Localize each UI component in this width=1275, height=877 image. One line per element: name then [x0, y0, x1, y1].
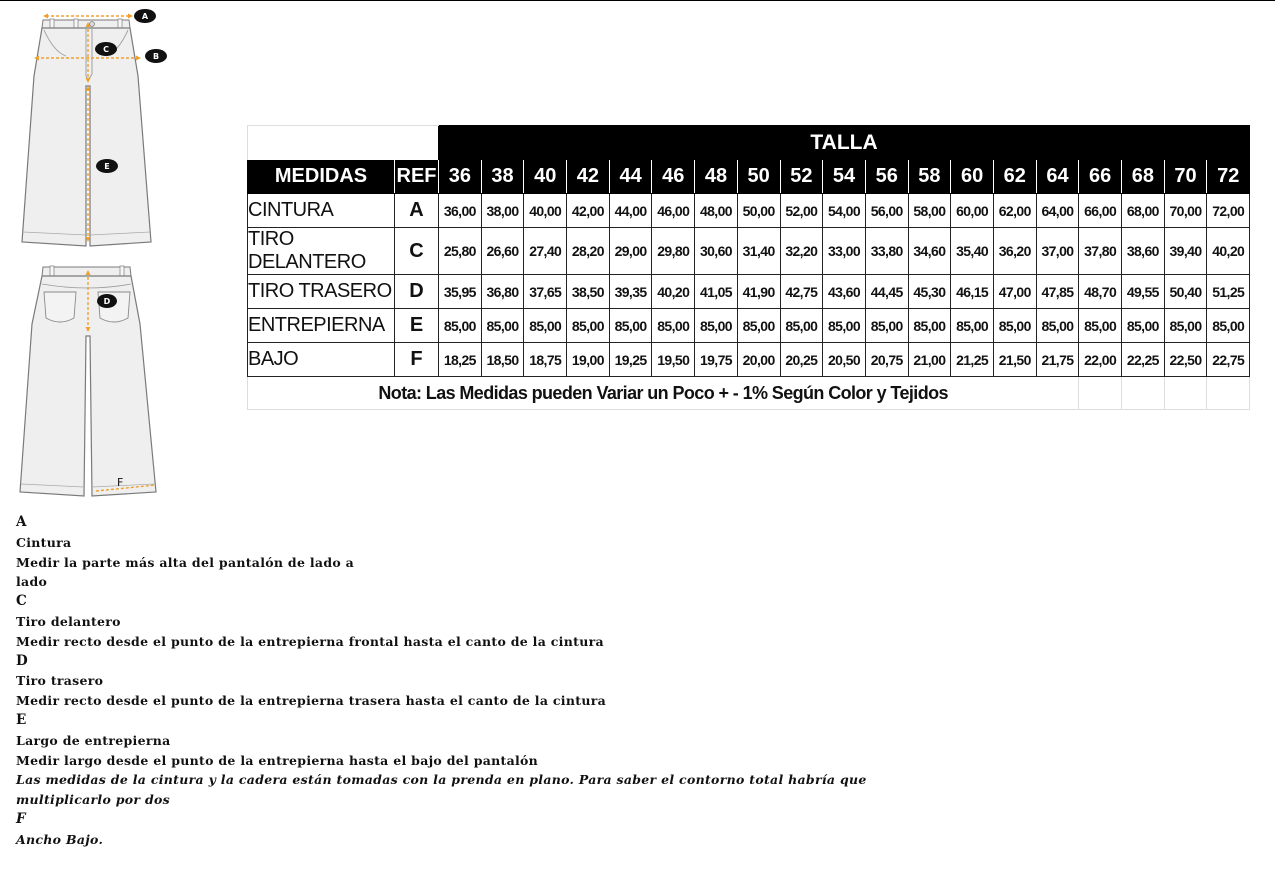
measure-value: 32,20	[780, 228, 823, 275]
measure-value: 21,25	[951, 343, 994, 377]
measure-value: 85,00	[481, 309, 524, 343]
measure-value: 21,75	[1036, 343, 1079, 377]
measure-ref: C	[395, 228, 439, 275]
instr-e-title: Largo de entrepierna	[16, 732, 171, 748]
measure-value: 68,00	[1122, 194, 1165, 228]
measure-value: 38,00	[481, 194, 524, 228]
table-row	[248, 228, 1250, 275]
table-body	[248, 194, 1250, 410]
measure-value: 34,60	[908, 228, 951, 275]
marker-e-label: E	[104, 162, 110, 171]
size-header-50: 50	[737, 160, 780, 194]
size-header-44: 44	[609, 160, 652, 194]
note-empty-cell	[1079, 377, 1122, 410]
marker-c-label: C	[103, 45, 109, 54]
measure-value: 58,00	[908, 194, 951, 228]
measure-value: 40,20	[652, 275, 695, 309]
instr-a-text-1: Medir la parte más alta del pantalón de lado a	[16, 554, 355, 570]
table-row	[248, 309, 1250, 343]
measure-value: 44,45	[865, 275, 908, 309]
top-rule	[0, 0, 1275, 1]
measure-value: 37,65	[524, 275, 567, 309]
measure-value: 19,50	[652, 343, 695, 377]
measure-value: 54,00	[823, 194, 866, 228]
table-row	[248, 275, 1250, 309]
size-header-42: 42	[567, 160, 610, 194]
measure-value: 52,00	[780, 194, 823, 228]
measure-value: 44,00	[609, 194, 652, 228]
size-header-48: 48	[695, 160, 738, 194]
size-table	[247, 125, 1250, 410]
size-header-36: 36	[439, 160, 482, 194]
measure-value: 85,00	[1122, 309, 1165, 343]
measure-value: 85,00	[737, 309, 780, 343]
instr-d-text: Medir recto desde el punto de la entrepierna trasera hasta el canto de la cintura	[16, 693, 606, 709]
instr-c-letter: C	[16, 593, 28, 610]
ref-header: REF	[395, 160, 439, 194]
measure-value: 85,00	[1079, 309, 1122, 343]
measure-value: 40,00	[524, 194, 567, 228]
size-header-54: 54	[823, 160, 866, 194]
measure-value: 22,00	[1079, 343, 1122, 377]
instr-f-title: Ancho Bajo.	[16, 831, 104, 847]
instr-c-text: Medir recto desde el punto de la entrepierna frontal hasta el canto de la cintura	[16, 633, 604, 649]
measure-name: ENTREPIERNA	[248, 309, 395, 343]
measure-value: 85,00	[439, 309, 482, 343]
measure-value: 85,00	[1036, 309, 1079, 343]
measure-value: 35,40	[951, 228, 994, 275]
measure-value: 18,50	[481, 343, 524, 377]
measure-value: 37,80	[1079, 228, 1122, 275]
instr-e-text: Medir largo desde el punto de la entrepierna hasta el bajo del pantalón	[16, 752, 539, 768]
measure-value: 26,60	[481, 228, 524, 275]
instr-d-title: Tiro trasero	[16, 673, 104, 689]
measure-value: 38,50	[567, 275, 610, 309]
table-note: Nota: Las Medidas pueden Variar un Poco + - 1% Según Color y Tejidos	[248, 377, 1079, 410]
size-header-68: 68	[1122, 160, 1165, 194]
measure-value: 19,25	[609, 343, 652, 377]
measure-ref: D	[395, 275, 439, 309]
size-header-62: 62	[993, 160, 1036, 194]
measure-ref: E	[395, 309, 439, 343]
size-header-52: 52	[780, 160, 823, 194]
measure-value: 85,00	[865, 309, 908, 343]
measure-value: 18,25	[439, 343, 482, 377]
size-header-38: 38	[481, 160, 524, 194]
medidas-header: MEDIDAS	[248, 160, 395, 194]
measure-value: 48,70	[1079, 275, 1122, 309]
measure-value: 43,60	[823, 275, 866, 309]
measure-value: 20,50	[823, 343, 866, 377]
measure-value: 28,20	[567, 228, 610, 275]
measure-value: 36,00	[439, 194, 482, 228]
measure-value: 60,00	[951, 194, 994, 228]
measure-value: 38,60	[1122, 228, 1165, 275]
measure-value: 37,00	[1036, 228, 1079, 275]
measure-value: 47,85	[1036, 275, 1079, 309]
measure-value: 22,75	[1207, 343, 1250, 377]
measure-value: 85,00	[823, 309, 866, 343]
measure-name: TIRO TRASERO	[248, 275, 395, 309]
measure-value: 25,80	[439, 228, 482, 275]
table-row	[248, 343, 1250, 377]
measure-value: 85,00	[1164, 309, 1207, 343]
marker-b-label: B	[152, 52, 160, 61]
measure-value: 18,75	[524, 343, 567, 377]
talla-header: TALLA	[439, 126, 1250, 160]
measure-value: 29,00	[609, 228, 652, 275]
instr-f-letter: F	[16, 810, 26, 827]
measure-value: 70,00	[1164, 194, 1207, 228]
measure-value: 45,30	[908, 275, 951, 309]
measure-name: BAJO	[248, 343, 395, 377]
measure-value: 48,00	[695, 194, 738, 228]
measure-value: 29,80	[652, 228, 695, 275]
measure-value: 85,00	[695, 309, 738, 343]
measure-name: CINTURA	[248, 194, 395, 228]
measure-value: 19,75	[695, 343, 738, 377]
note-empty-cell	[1207, 377, 1250, 410]
instr-e-letter: E	[16, 711, 27, 728]
measure-value: 85,00	[609, 309, 652, 343]
talla-header-row	[248, 126, 1250, 160]
measure-ref: A	[395, 194, 439, 228]
measure-value: 33,80	[865, 228, 908, 275]
size-header-46: 46	[652, 160, 695, 194]
measure-value: 39,40	[1164, 228, 1207, 275]
measure-value: 66,00	[1079, 194, 1122, 228]
measure-value: 85,00	[567, 309, 610, 343]
size-header-70: 70	[1164, 160, 1207, 194]
size-header-64: 64	[1036, 160, 1079, 194]
measure-value: 19,00	[567, 343, 610, 377]
instr-a-text-2: lado	[16, 574, 48, 590]
measure-value: 42,00	[567, 194, 610, 228]
size-header-56: 56	[865, 160, 908, 194]
measure-value: 64,00	[1036, 194, 1079, 228]
measure-value: 49,55	[1122, 275, 1165, 309]
measure-value: 30,60	[695, 228, 738, 275]
size-header-58: 58	[908, 160, 951, 194]
measure-value: 39,35	[609, 275, 652, 309]
measure-value: 50,00	[737, 194, 780, 228]
measure-value: 85,00	[524, 309, 567, 343]
size-header-60: 60	[951, 160, 994, 194]
measure-value: 36,80	[481, 275, 524, 309]
measure-value: 42,75	[780, 275, 823, 309]
measure-value: 85,00	[951, 309, 994, 343]
measure-value: 27,40	[524, 228, 567, 275]
size-header-40: 40	[524, 160, 567, 194]
size-header-72: 72	[1207, 160, 1250, 194]
note-empty-cell	[1164, 377, 1207, 410]
measure-value: 33,00	[823, 228, 866, 275]
size-header-66: 66	[1079, 160, 1122, 194]
instr-d-letter: D	[16, 652, 29, 669]
measure-value: 85,00	[908, 309, 951, 343]
instr-c-title: Tiro delantero	[16, 613, 121, 629]
measure-value: 22,25	[1122, 343, 1165, 377]
measure-ref: F	[395, 343, 439, 377]
marker-a-label: A	[141, 12, 149, 21]
instr-a-title: Cintura	[16, 534, 72, 550]
measure-value: 85,00	[652, 309, 695, 343]
instr-a-letter: A	[16, 514, 27, 530]
note-empty-cell	[1122, 377, 1165, 410]
measure-value: 47,00	[993, 275, 1036, 309]
measure-value: 22,50	[1164, 343, 1207, 377]
measure-value: 46,00	[652, 194, 695, 228]
measure-name: TIRO DELANTERO	[248, 228, 395, 275]
table-row	[248, 194, 1250, 228]
measure-value: 35,95	[439, 275, 482, 309]
measure-value: 31,40	[737, 228, 780, 275]
pants-front-illustration	[10, 6, 170, 250]
measure-value: 72,00	[1207, 194, 1250, 228]
measure-value: 21,50	[993, 343, 1036, 377]
measure-value: 20,75	[865, 343, 908, 377]
measure-value: 85,00	[1207, 309, 1250, 343]
measure-value: 51,25	[1207, 275, 1250, 309]
measurement-instructions	[16, 513, 867, 850]
measure-value: 85,00	[993, 309, 1036, 343]
measure-value: 20,25	[780, 343, 823, 377]
measure-value: 41,05	[695, 275, 738, 309]
measure-value: 62,00	[993, 194, 1036, 228]
marker-d-label: D	[103, 297, 111, 306]
measure-value: 20,00	[737, 343, 780, 377]
table-corner	[248, 126, 439, 160]
measure-value: 85,00	[780, 309, 823, 343]
size-header-row	[248, 160, 1250, 194]
measure-value: 56,00	[865, 194, 908, 228]
measure-value: 40,20	[1207, 228, 1250, 275]
pants-back-illustration	[10, 262, 170, 500]
instr-note-2: multiplicarlo por dos	[16, 792, 170, 808]
measure-value: 21,00	[908, 343, 951, 377]
measure-value: 41,90	[737, 275, 780, 309]
measure-value: 46,15	[951, 275, 994, 309]
instr-note-1: Las medidas de la cintura y la cadera están tomadas con la prenda en plano. Para saber el contorno total habría que	[16, 772, 867, 788]
marker-f-label: F	[117, 476, 124, 489]
note-row	[248, 377, 1250, 410]
measure-value: 36,20	[993, 228, 1036, 275]
measure-value: 50,40	[1164, 275, 1207, 309]
